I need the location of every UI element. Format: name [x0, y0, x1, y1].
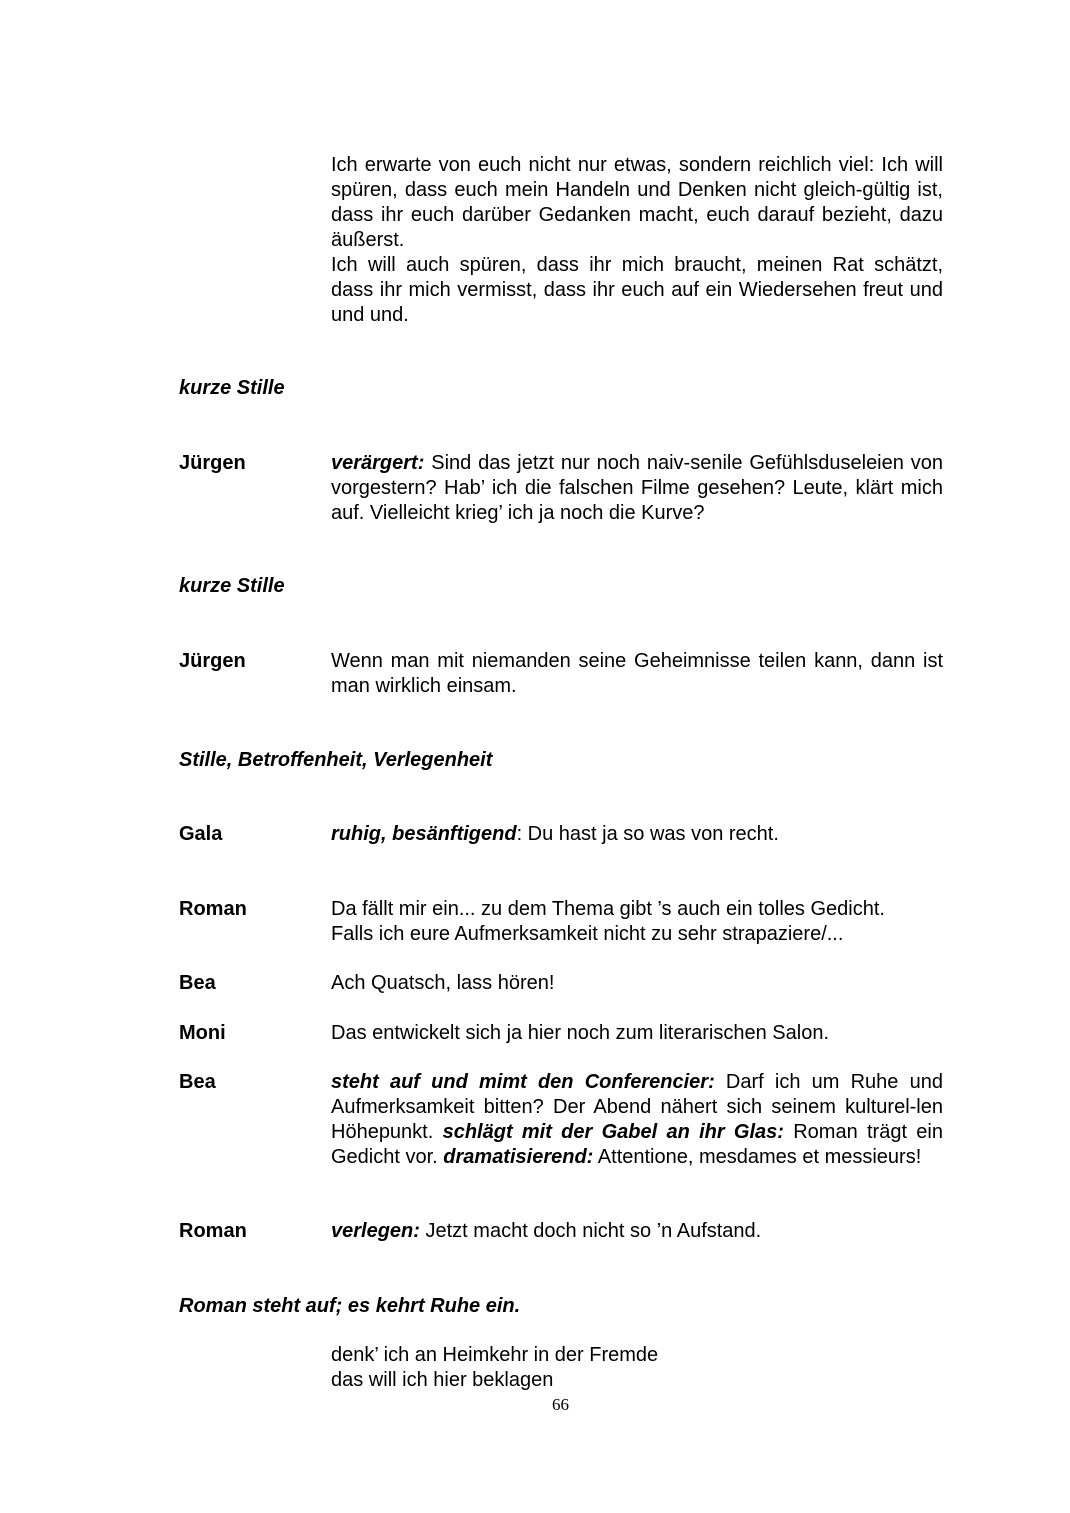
dialogue-text: Sind das jetzt nur noch naiv-senile Gefühlsduseleien von vorgestern? Hab’ ich die falschen Filme gesehen? Leute, klärt mich auf. Vielleicht krieg’ ich ja noch die Kurve? [331, 452, 943, 524]
direction-3: dramatisierend: [443, 1146, 594, 1168]
stage-direction-2: kurze Stille [179, 575, 285, 597]
direction: verärgert: [331, 452, 425, 474]
dialogue-line-2: Wenn man mit niemanden seine Geheimnisse teilen kann, dann ist man wirklich einsam. [331, 650, 943, 697]
speaker-gala: Gala [179, 823, 223, 845]
dialogue-text-3: Attentione, mesdames et messieurs! [593, 1146, 922, 1168]
speaker-juergen-1: Jürgen [179, 452, 246, 474]
intro-paragraph-1: Ich erwarte von euch nicht nur etwas, sondern reichlich viel: Ich will spüren, dass euch mein Handeln und Denken nicht gleich-gültig ist, dass ihr euch darüber Gedanken macht, euch darauf bezieht, dazu äußerst. [331, 154, 943, 251]
dialogue-text: Jetzt macht doch nicht so ’n Aufstand. [419, 1220, 762, 1242]
page-number: 66 [552, 1395, 569, 1414]
dialogue-line-7 [331, 1070, 943, 1170]
stage-direction-4: Roman steht auf; es kehrt Ruhe ein. [179, 1295, 521, 1317]
stage-direction-3: Stille, Betroffenheit, Verlegenheit [179, 749, 493, 771]
intro-paragraph-2: Ich will auch spüren, dass ihr mich braucht, meinen Rat schätzt, dass ihr mich vermisst, dass ihr euch auf ein Wiedersehen freut und und und. [331, 254, 943, 326]
dialogue-text: : Du hast ja so was von recht. [516, 823, 779, 845]
dialogue-text-1: Darf ich um Ruhe und Aufmerksamkeit bitten? Der Abend nähert sich seinem kulturel-len Höhepunkt. [331, 1071, 943, 1143]
dialogue-line-5: Ach Quatsch, lass hören! [331, 972, 555, 994]
dialogue-text-line-2: Falls ich eure Aufmerksamkeit nicht zu sehr strapaziere/... [331, 923, 844, 945]
speaker-roman-1: Roman [179, 898, 247, 920]
dialogue-line-8 [331, 1219, 943, 1244]
poem [331, 1343, 943, 1393]
direction-2: schlägt mit der Gabel an ihr Glas: [442, 1121, 784, 1143]
speaker-moni: Moni [179, 1022, 226, 1044]
speaker-bea-2: Bea [179, 1071, 216, 1093]
direction: ruhig, besänftigend [331, 823, 517, 845]
speaker-juergen-2: Jürgen [179, 650, 246, 672]
direction: verlegen: [331, 1220, 420, 1242]
dialogue-line-1 [331, 451, 943, 526]
dialogue-line-6: Das entwickelt sich ja hier noch zum literarischen Salon. [331, 1022, 829, 1044]
speaker-bea-1: Bea [179, 972, 216, 994]
poem-line-1: denk’ ich an Heimkehr in der Fremde [331, 1344, 659, 1366]
dialogue-text-2: Roman trägt ein Gedicht vor. [331, 1121, 943, 1168]
speaker-roman-2: Roman [179, 1220, 247, 1242]
poem-line-2: das will ich hier beklagen [331, 1369, 554, 1391]
dialogue-line-4 [331, 897, 943, 947]
direction-1: steht auf und mimt den Conferencier: [331, 1071, 715, 1093]
dialogue-line-3 [331, 822, 943, 847]
intro-text [331, 153, 943, 328]
dialogue-text-line-1: Da fällt mir ein... zu dem Thema gibt ’s auch ein tolles Gedicht. [331, 898, 885, 920]
stage-direction-1: kurze Stille [179, 377, 285, 399]
